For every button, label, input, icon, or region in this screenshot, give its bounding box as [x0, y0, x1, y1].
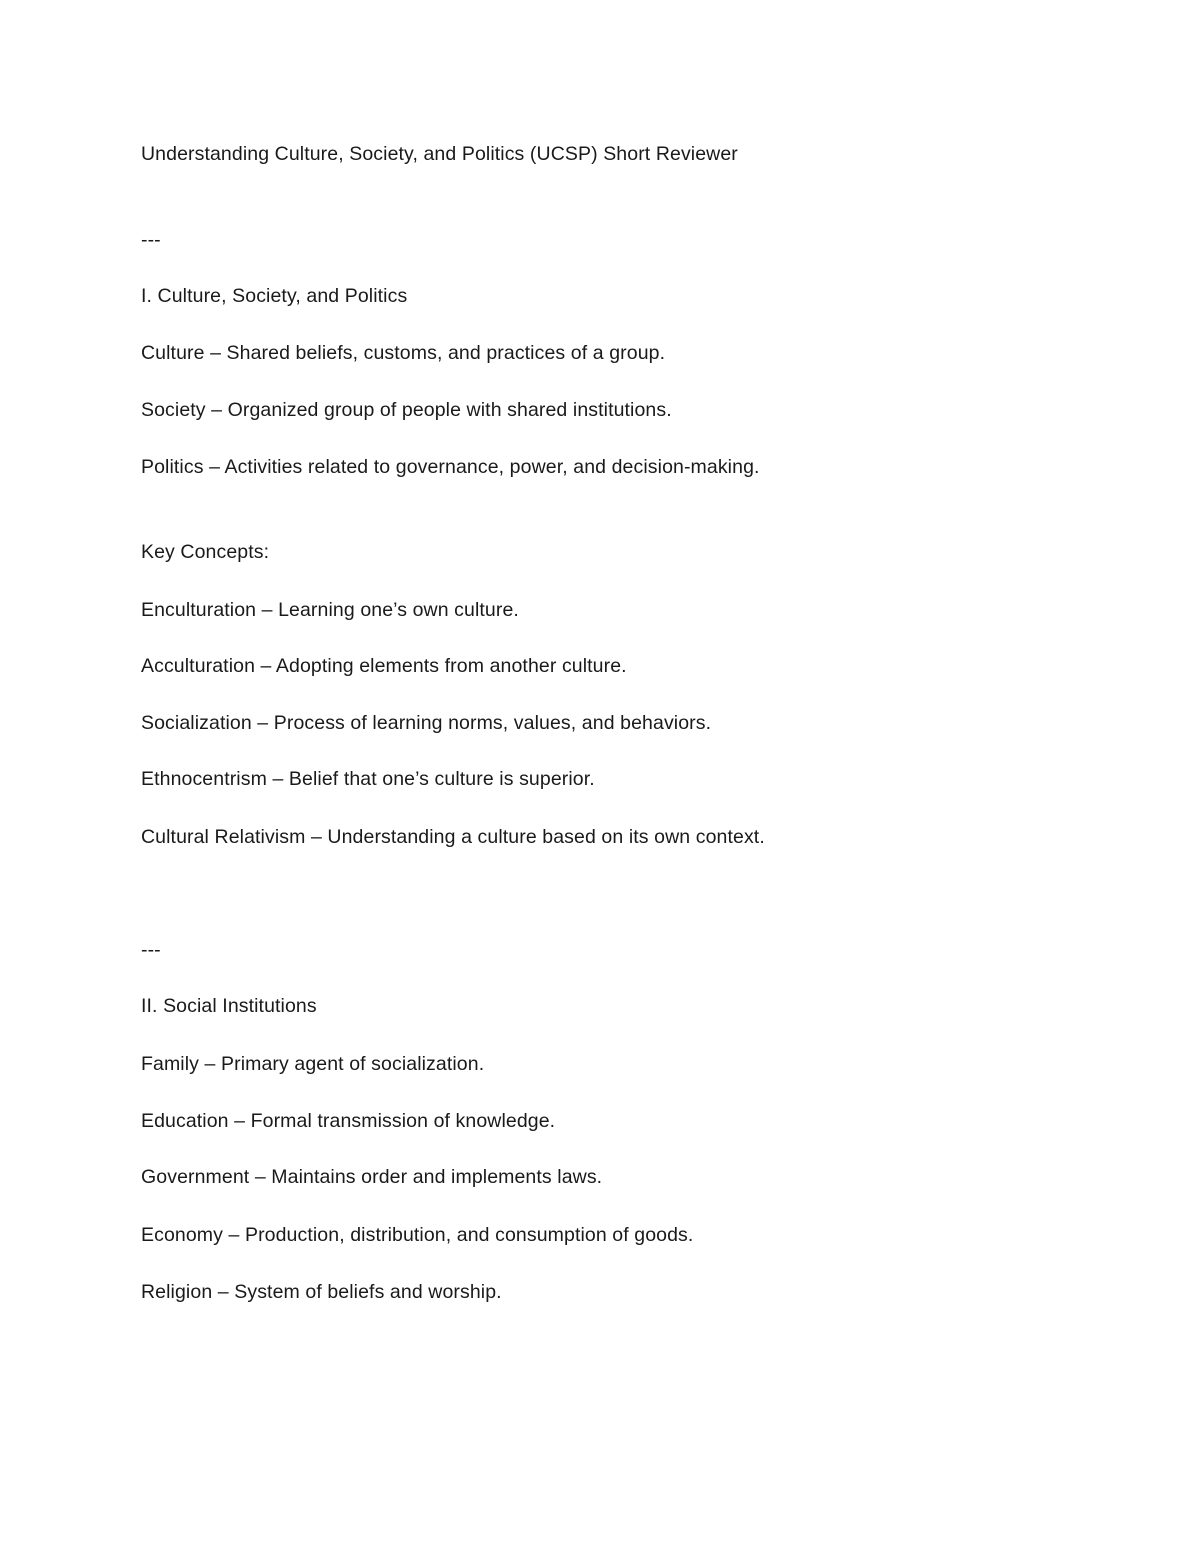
definition-culture: Culture – Shared beliefs, customs, and practices of a group. [141, 342, 666, 364]
institution-family: Family – Primary agent of socialization. [141, 1053, 485, 1075]
institution-religion: Religion – System of beliefs and worship. [141, 1281, 502, 1303]
key-concepts-heading: Key Concepts: [141, 541, 270, 563]
concept-socialization: Socialization – Process of learning norms, values, and behaviors. [141, 712, 712, 734]
document-title: Understanding Culture, Society, and Politics (UCSP) Short Reviewer [141, 143, 738, 165]
concept-acculturation: Acculturation – Adopting elements from another culture. [141, 655, 627, 677]
separator: --- [141, 229, 161, 251]
section-heading: II. Social Institutions [141, 995, 317, 1017]
concept-ethnocentrism: Ethnocentrism – Belief that one’s culture is superior. [141, 768, 595, 790]
institution-education: Education – Formal transmission of knowledge. [141, 1110, 556, 1132]
separator: --- [141, 939, 161, 961]
definition-politics: Politics – Activities related to governance, power, and decision-making. [141, 456, 760, 478]
concept-enculturation: Enculturation – Learning one’s own culture. [141, 599, 519, 621]
definition-society: Society – Organized group of people with shared institutions. [141, 399, 672, 421]
concept-cultural-relativism: Cultural Relativism – Understanding a culture based on its own context. [141, 826, 765, 848]
section-heading: I. Culture, Society, and Politics [141, 285, 408, 307]
institution-economy: Economy – Production, distribution, and consumption of goods. [141, 1224, 694, 1246]
institution-government: Government – Maintains order and implements laws. [141, 1166, 603, 1188]
